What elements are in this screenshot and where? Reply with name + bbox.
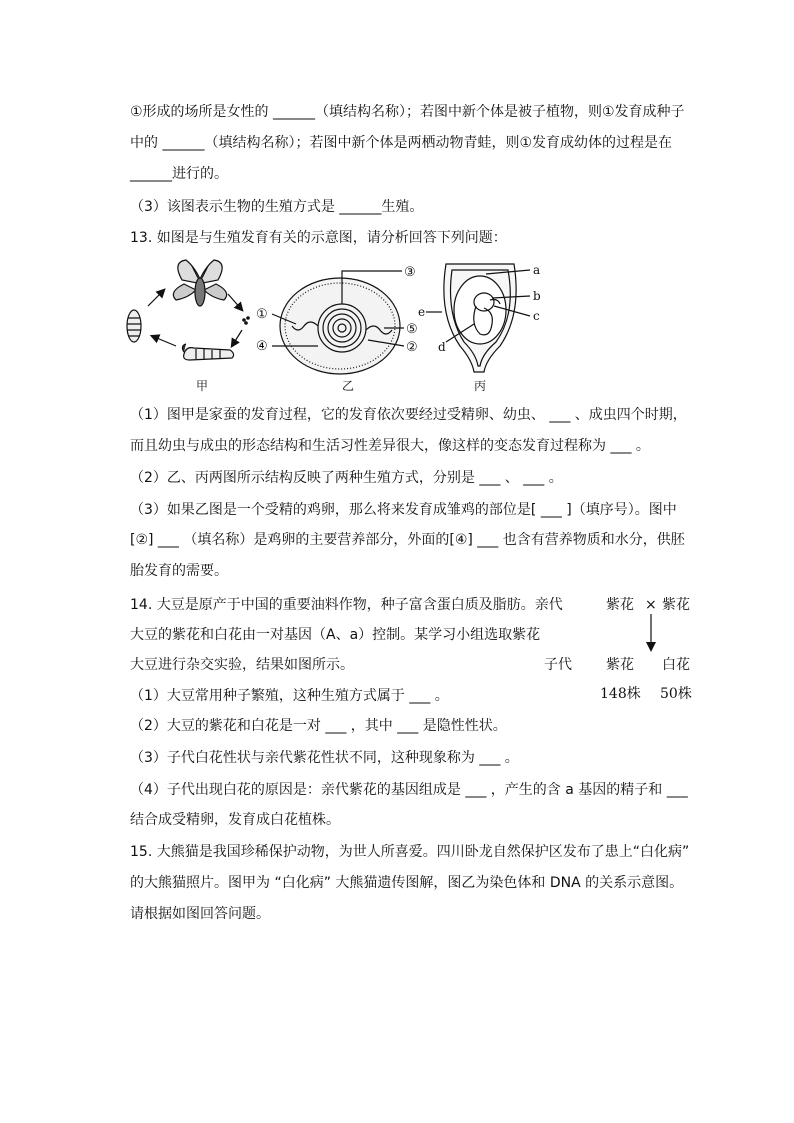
pupa-icon: [127, 310, 141, 342]
moth-icon: [173, 260, 226, 306]
q12-line-3: ______进行的。: [130, 166, 228, 182]
mark-3: ③: [404, 265, 416, 280]
uterus-diagram: [426, 264, 530, 372]
arrow-icon: [152, 336, 176, 346]
offspring-white: 白花: [662, 657, 690, 673]
q14-sub-4a: （4）子代出现白花的原因是：亲代紫花的基因组成是 ___ ，产生的含 a 基因的精子和 ___: [130, 782, 688, 798]
mark-c: c: [533, 309, 540, 323]
q12-line-1: ①形成的场所是女性的 ______（填结构名称）；若图中新个体是被子植物，则①发育成种子: [130, 104, 685, 120]
q15-stem-3: 请根据如图回答问题。: [130, 906, 270, 922]
mark-b: b: [533, 289, 541, 303]
q15-stem-2: 的大熊猫照片。图甲为 “白化病” 大熊猫遗传图解，图乙为染色体和 DNA 的关系示意图。: [130, 875, 684, 891]
offspring-label: 子代: [544, 657, 572, 673]
mark-e: e: [418, 305, 426, 319]
mark-1: ①: [256, 307, 268, 322]
mark-4: ④: [256, 339, 268, 354]
label-yi: 乙: [342, 379, 355, 393]
count-purple: 148株: [600, 686, 641, 702]
q13-sub-1b: 而且幼虫与成虫的形态结构和生活习性差异很大，像这样的变态发育过程称为 ___ 。: [130, 438, 650, 454]
q14-sub-4b: 结合成受精卵，发育成白花植株。: [130, 812, 340, 828]
q14-sub-2: （2）大豆的紫花和白花是一对 ___ ，其中 ___ 是隐性性状。: [130, 718, 507, 734]
q14-sub-1: （1）大豆常用种子繁殖，这种生殖方式属于 ___ 。: [130, 688, 449, 704]
arrow-icon: [228, 294, 242, 310]
q13-stem: 13. 如图是与生殖发育有关的示意图，请分析回答下列问题：: [130, 230, 507, 246]
q15-stem-1: 15. 大熊猫是我国珍稀保护动物，为世人所喜爱。四川卧龙自然保护区发布了患上“白化病”: [130, 844, 690, 860]
q12-line-2: 中的 ______（填结构名称）；若图中新个体是两栖动物青蛙，则①发育成幼体的过程是在: [130, 135, 672, 151]
q14-stem-1: 14. 大豆是原产于中国的重要油料作物，种子富含蛋白质及脂肪。亲代: [130, 597, 563, 613]
larva-icon: [182, 344, 233, 360]
down-arrow-icon: [644, 614, 658, 654]
eggs-icon: [242, 316, 250, 325]
mark-a: a: [533, 263, 541, 277]
chicken-egg-diagram: [272, 271, 404, 374]
label-bing: 丙: [474, 379, 487, 393]
offspring-purple: 紫花: [606, 657, 634, 673]
silkworm-cycle-diagram: [127, 260, 250, 360]
q14-stem-2: 大豆的紫花和白花由一对基因（A、a）控制。某学习小组选取紫花: [130, 627, 541, 643]
q13-sub-1a: （1）图甲是家蚕的发育过程，它的发育依次要经过受精卵、幼虫、 ___ 、成虫四个时期，: [130, 407, 687, 423]
q14-stem-3: 大豆进行杂交实验，结果如图所示。: [130, 657, 354, 673]
count-white: 50株: [660, 686, 692, 702]
mark-2: ②: [406, 340, 418, 355]
mark-5: ⑤: [406, 322, 418, 337]
arrow-icon: [232, 330, 242, 346]
cross-symbol: ×: [645, 597, 657, 613]
parent-right: 紫花: [662, 597, 690, 613]
q14-sub-3: （3）子代白花性状与亲代紫花性状不同，这种现象称为 ___ 。: [130, 750, 519, 766]
q13-sub-3a: （3）如果乙图是一个受精的鸡卵，那么将来发育成雏鸡的部位是[ ___ ]（填序号）。图中: [130, 502, 677, 518]
q13-sub-3c: 胎发育的需要。: [130, 563, 228, 579]
q12-sub-3: （3）该图表示生物的生殖方式是 ______生殖。: [130, 199, 424, 215]
arrow-icon: [148, 290, 164, 306]
q13-sub-3b: [②] ___ （填名称）是鸡卵的主要营养部分，外面的[④] ___ 也含有营养物质和水分，供胚: [130, 532, 685, 548]
q13-figure: [120, 254, 560, 394]
parent-left: 紫花: [606, 597, 634, 613]
mark-d: d: [438, 340, 446, 354]
label-jia: 甲: [196, 379, 209, 393]
q13-sub-2: （2）乙、丙两图所示结构反映了两种生殖方式，分别是 ___ 、 ___ 。: [130, 470, 563, 486]
